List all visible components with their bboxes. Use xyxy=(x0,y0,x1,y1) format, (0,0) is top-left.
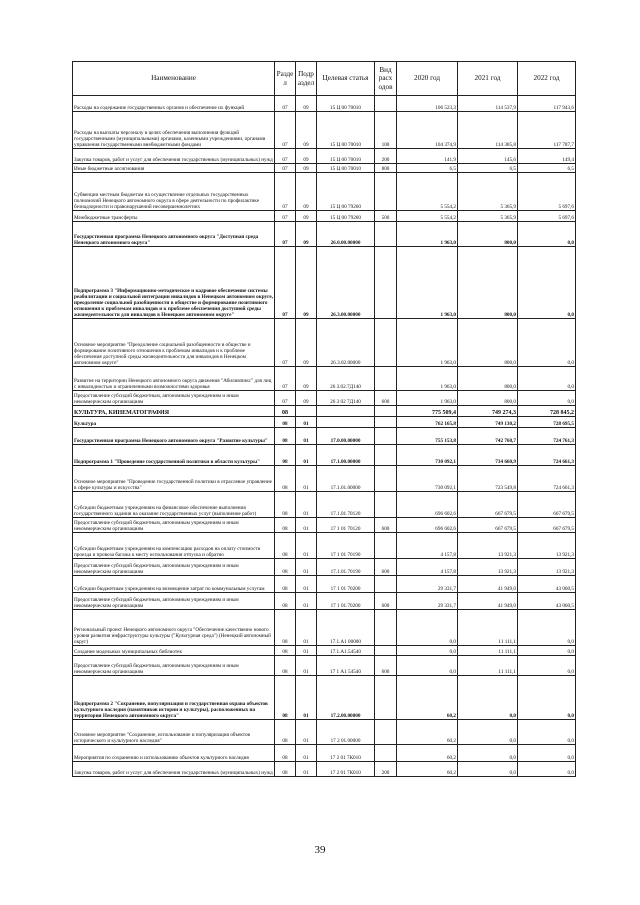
table-row xyxy=(73,428,576,445)
row-section-cell: 07 xyxy=(275,367,296,391)
row-value-2022-cell: 5 697,6 xyxy=(518,211,576,222)
row-name-cell: Государственная программа Ненецкого автономного округа "Развитие культуры" xyxy=(73,428,275,445)
row-value-2020-cell: 4 157,8 xyxy=(397,559,458,576)
row-expense-type-cell: 200 xyxy=(375,149,397,164)
row-expense-type-cell xyxy=(375,428,397,445)
row-value-2022-cell: 43 060,5 xyxy=(518,576,576,593)
row-value-2021-cell: 5 365,9 xyxy=(458,211,518,222)
row-subsection-cell xyxy=(296,406,317,417)
row-value-2020-cell: 4 157,8 xyxy=(397,533,458,559)
row-expense-type-cell xyxy=(375,466,397,492)
row-section-cell: 08 xyxy=(275,576,296,593)
table-row xyxy=(73,559,576,576)
header-subsection: Подр аздел xyxy=(296,62,317,96)
row-name-cell: Субсидии бюджетным учреждениям на возмещение затрат по коммунальным услугам xyxy=(73,576,275,593)
row-section-cell: 07 xyxy=(275,173,296,211)
row-section-cell: 07 xyxy=(275,319,296,367)
table-row xyxy=(73,164,576,173)
row-name-cell: Субсидии бюджетным учреждениям на финансовое обеспечение выполнения государственного задания на оказание государственных услуг (выполнение работ) xyxy=(73,492,275,518)
row-value-2021-cell: 734 660,9 xyxy=(458,445,518,466)
row-value-2022-cell: 0,0 xyxy=(518,720,576,745)
table-row xyxy=(73,406,576,417)
row-subsection-cell: 01 xyxy=(296,676,317,720)
row-name-cell: Субвенции местным бюджетам на осуществление отдельных государственных полномочий Ненецкого автономного округа в сфере деятельности по профилактике безнадзорности и правонарушений несовершеннолетних xyxy=(73,173,275,211)
row-value-2021-cell: 41 949,0 xyxy=(458,576,518,593)
row-subsection-cell: 01 xyxy=(296,610,317,646)
table-row xyxy=(73,593,576,610)
row-expense-type-cell: 800 xyxy=(375,164,397,173)
row-value-2020-cell: 730 092,1 xyxy=(397,445,458,466)
row-section-cell: 08 xyxy=(275,656,296,676)
table-row xyxy=(73,720,576,745)
row-section-cell: 08 xyxy=(275,466,296,492)
row-value-2021-cell: 11 111,1 xyxy=(458,656,518,676)
row-value-2020-cell: 0,0 xyxy=(397,610,458,646)
row-value-2020-cell: 755 153,8 xyxy=(397,428,458,445)
row-target-article-cell: 15 Ц 00 70010 xyxy=(317,164,375,173)
row-subsection-cell: 01 xyxy=(296,720,317,745)
table-row xyxy=(73,149,576,164)
header-year-2021: 2021 год xyxy=(458,62,518,96)
row-value-2022-cell: 0,0 xyxy=(518,222,576,247)
row-section-cell: 08 xyxy=(275,518,296,533)
row-subsection-cell: 01 xyxy=(296,762,317,777)
row-name-cell: Предоставление субсидий бюджетным, автономным учреждениям и иным некоммерческим организациям xyxy=(73,656,275,676)
row-name-cell: Развитие на территории Ненецкого автономного округа движения "Абилимпикс" для лиц с инвалидностью и ограниченными возможностями здоровья xyxy=(73,367,275,391)
row-name-cell: Мероприятия по сохранению и использованию объектов культурного наследия xyxy=(73,745,275,762)
table-header-row xyxy=(73,62,576,96)
row-subsection-cell: 09 xyxy=(296,149,317,164)
row-value-2022-cell: 724 661,3 xyxy=(518,466,576,492)
row-expense-type-cell: 500 xyxy=(375,211,397,222)
row-target-article-cell: 17 1 01 70190 xyxy=(317,533,375,559)
row-subsection-cell: 01 xyxy=(296,428,317,445)
row-name-cell: Государственная программа Ненецкого автономного округа "Доступная среда Ненецкого автономного округа" xyxy=(73,222,275,247)
row-value-2021-cell: 41 949,0 xyxy=(458,593,518,610)
row-expense-type-cell xyxy=(375,610,397,646)
row-expense-type-cell xyxy=(375,319,397,367)
row-target-article-cell: 26.0.00.00000 xyxy=(317,222,375,247)
header-year-2020: 2020 год xyxy=(397,62,458,96)
row-subsection-cell: 01 xyxy=(296,646,317,656)
row-section-cell: 07 xyxy=(275,96,296,112)
row-value-2022-cell: 724 761,3 xyxy=(518,428,576,445)
row-target-article-cell: 17 1 01 70200 xyxy=(317,576,375,593)
row-target-article-cell: 15 Ц 00 79260 xyxy=(317,211,375,222)
row-section-cell: 08 xyxy=(275,428,296,445)
row-value-2021-cell: 800,0 xyxy=(458,367,518,391)
row-value-2020-cell: 60,2 xyxy=(397,762,458,777)
row-value-2022-cell: 728 695,5 xyxy=(518,417,576,428)
row-expense-type-cell xyxy=(375,96,397,112)
table-row xyxy=(73,762,576,777)
row-value-2020-cell: 775 509,4 xyxy=(397,406,458,417)
row-section-cell: 08 xyxy=(275,492,296,518)
row-section-cell: 08 xyxy=(275,533,296,559)
row-value-2022-cell: 667 679,5 xyxy=(518,518,576,533)
row-target-article-cell: 17 2 01 7К010 xyxy=(317,745,375,762)
row-name-cell: Расходы на выплаты персоналу в целях обеспечения выполнения функций государственными (муниципальными) органами, казенными учреждениями, органами управления государственными внебюджетными фондами xyxy=(73,112,275,149)
row-section-cell: 08 xyxy=(275,762,296,777)
row-value-2021-cell: 13 921,3 xyxy=(458,559,518,576)
row-value-2021-cell: 800,0 xyxy=(458,247,518,319)
table-row xyxy=(73,211,576,222)
row-target-article-cell: 17.1.01.70190 xyxy=(317,559,375,576)
table-row xyxy=(73,610,576,646)
row-value-2022-cell: 0,0 xyxy=(518,646,576,656)
row-name-cell: Предоставление субсидий бюджетным, автономным учреждениям и иным некоммерческим организациям xyxy=(73,559,275,576)
row-target-article-cell: 17 1 А1 54540 xyxy=(317,656,375,676)
row-subsection-cell: 01 xyxy=(296,745,317,762)
row-target-article-cell: 17 2 01 7К010 xyxy=(317,762,375,777)
row-value-2021-cell: 0,0 xyxy=(458,745,518,762)
header-year-2022: 2022 год xyxy=(518,62,576,96)
table-row xyxy=(73,656,576,676)
row-target-article-cell: 26.3.00.00000 xyxy=(317,247,375,319)
row-target-article-cell: 15 Ц 00 70010 xyxy=(317,112,375,149)
table-row xyxy=(73,391,576,406)
table-row xyxy=(73,173,576,211)
row-target-article-cell: 17 2 01.00000 xyxy=(317,720,375,745)
table-row xyxy=(73,466,576,492)
row-value-2021-cell: 6,5 xyxy=(458,164,518,173)
row-name-cell: Подпрограмма 2 "Сохранение, популяризация и государственная охрана объектов культурного наследия (памятников истории и культуры), расположенных на территории Ненецкого автономного округа" xyxy=(73,676,275,720)
row-value-2020-cell: 0,0 xyxy=(397,646,458,656)
row-subsection-cell: 09 xyxy=(296,164,317,173)
row-value-2020-cell: 1 963,0 xyxy=(397,247,458,319)
row-value-2020-cell: 106 523,3 xyxy=(397,96,458,112)
row-section-cell: 08 xyxy=(275,646,296,656)
row-value-2020-cell: 696 602,6 xyxy=(397,492,458,518)
row-name-cell: КУЛЬТУРА, КИНЕМАТОГРАФИЯ xyxy=(73,406,275,417)
table-row xyxy=(73,222,576,247)
table-row xyxy=(73,445,576,466)
row-section-cell: 08 xyxy=(275,593,296,610)
row-subsection-cell: 01 xyxy=(296,466,317,492)
row-name-cell: Подпрограмма 3 "Информационно-методическое и кадровое обеспечение системы реабилитации и социальной интеграции инвалидов в Ненецком автономном округе, преодоление социальной разобщенности в обществе и формирование позитивного отношения к проблемам инвалидов и к проблеме обеспечения доступной среды жизнедеятельности для инвалидов в Ненецком автономном округе" xyxy=(73,247,275,319)
row-section-cell: 08 xyxy=(275,745,296,762)
row-expense-type-cell xyxy=(375,533,397,559)
row-subsection-cell: 01 xyxy=(296,445,317,466)
row-section-cell: 08 xyxy=(275,445,296,466)
row-value-2022-cell: 0,0 xyxy=(518,391,576,406)
row-value-2021-cell: 11 111,1 xyxy=(458,610,518,646)
row-value-2022-cell: 5 697,6 xyxy=(518,173,576,211)
row-expense-type-cell: 100 xyxy=(375,112,397,149)
row-value-2022-cell: 6,5 xyxy=(518,164,576,173)
table-row xyxy=(73,533,576,559)
row-value-2021-cell: 114 537,9 xyxy=(458,96,518,112)
row-section-cell: 08 xyxy=(275,676,296,720)
header-name: Наименование xyxy=(73,62,275,96)
row-value-2022-cell: 149,4 xyxy=(518,149,576,164)
header-target-article: Целевая статья xyxy=(317,62,375,96)
row-subsection-cell: 09 xyxy=(296,247,317,319)
row-expense-type-cell xyxy=(375,247,397,319)
row-target-article-cell: 26.3.02.00000 xyxy=(317,319,375,367)
row-subsection-cell: 01 xyxy=(296,593,317,610)
row-value-2020-cell: 141,9 xyxy=(397,149,458,164)
row-target-article-cell: 15 Ц 00 79260 xyxy=(317,173,375,211)
table-body xyxy=(73,96,576,777)
row-target-article-cell: 15 Ц 00 70010 xyxy=(317,149,375,164)
row-section-cell: 07 xyxy=(275,164,296,173)
row-expense-type-cell: 200 xyxy=(375,762,397,777)
row-value-2022-cell: 117 787,7 xyxy=(518,112,576,149)
table-row xyxy=(73,492,576,518)
row-target-article-cell: 17.0.00.00000 xyxy=(317,428,375,445)
row-expense-type-cell xyxy=(375,492,397,518)
row-section-cell: 07 xyxy=(275,222,296,247)
row-value-2020-cell: 29 331,7 xyxy=(397,576,458,593)
row-value-2022-cell: 13 921,3 xyxy=(518,533,576,559)
row-value-2020-cell: 60,2 xyxy=(397,720,458,745)
row-target-article-cell: 17.1.01.00000 xyxy=(317,466,375,492)
row-name-cell: Предоставление субсидий бюджетным, автономным учреждениям и иным некоммерческим организациям xyxy=(73,593,275,610)
row-name-cell: Подпрограмма 1 "Проведение государственной политики в области культуры" xyxy=(73,445,275,466)
page-number: 39 xyxy=(314,844,326,856)
row-value-2022-cell: 0,0 xyxy=(518,762,576,777)
row-target-article-cell: 17 1 01 70120 xyxy=(317,518,375,533)
row-name-cell: Предоставление субсидий бюджетным, автономным учреждениям и иным некоммерческим организациям xyxy=(73,518,275,533)
row-value-2022-cell: 728 845,2 xyxy=(518,406,576,417)
row-name-cell: Закупка товаров, работ и услуг для обеспечения государственных (муниципальных) нужд xyxy=(73,762,275,777)
row-name-cell: Субсидии бюджетным учреждениям на компенсацию расходов на оплату стоимости проезда и провоза багажа к месту использования отпуска и обратно xyxy=(73,533,275,559)
table-row xyxy=(73,745,576,762)
row-value-2022-cell: 667 679,5 xyxy=(518,492,576,518)
row-value-2020-cell: 60,2 xyxy=(397,745,458,762)
row-value-2022-cell: 0,0 xyxy=(518,367,576,391)
row-value-2020-cell: 1 963,0 xyxy=(397,367,458,391)
row-subsection-cell: 09 xyxy=(296,112,317,149)
row-subsection-cell: 01 xyxy=(296,559,317,576)
row-subsection-cell: 09 xyxy=(296,367,317,391)
row-name-cell: Создание модельных муниципальных библиотек xyxy=(73,646,275,656)
row-section-cell: 07 xyxy=(275,211,296,222)
row-name-cell: Предоставление субсидий бюджетным, автономным учреждениям и иным некоммерческим организациям xyxy=(73,391,275,406)
row-subsection-cell: 09 xyxy=(296,319,317,367)
row-value-2022-cell: 0,0 xyxy=(518,610,576,646)
table-row xyxy=(73,247,576,319)
row-expense-type-cell: 600 xyxy=(375,656,397,676)
row-value-2021-cell: 114 385,8 xyxy=(458,112,518,149)
row-value-2021-cell: 667 679,5 xyxy=(458,518,518,533)
row-expense-type-cell xyxy=(375,745,397,762)
table-row xyxy=(73,112,576,149)
row-value-2021-cell: 145,6 xyxy=(458,149,518,164)
row-name-cell: Основное мероприятие "Сохранение, использование и популяризация объектов исторического и культурного наследия" xyxy=(73,720,275,745)
row-expense-type-cell xyxy=(375,445,397,466)
row-section-cell: 07 xyxy=(275,391,296,406)
row-name-cell: Закупка товаров, работ и услуг для обеспечения государственных (муниципальных) нужд xyxy=(73,149,275,164)
row-expense-type-cell xyxy=(375,222,397,247)
row-name-cell: Межбюджетные трансферты xyxy=(73,211,275,222)
row-value-2020-cell: 1 963,0 xyxy=(397,319,458,367)
budget-table xyxy=(72,61,576,777)
row-value-2020-cell: 104 374,9 xyxy=(397,112,458,149)
row-section-cell: 08 xyxy=(275,559,296,576)
row-subsection-cell: 01 xyxy=(296,417,317,428)
table-row xyxy=(73,319,576,367)
row-name-cell: Региональный проект Ненецкого автономного округа "Обеспечение качественно нового уровня развития инфраструктуры культуры ("Культурная среда") (Ненецкий автономный округ) xyxy=(73,610,275,646)
row-target-article-cell: 17.1.01.70120 xyxy=(317,492,375,518)
row-target-article-cell: 17.2.00.00000 xyxy=(317,676,375,720)
row-subsection-cell: 01 xyxy=(296,576,317,593)
row-section-cell: 08 xyxy=(275,417,296,428)
row-value-2021-cell: 0,0 xyxy=(458,676,518,720)
row-value-2020-cell: 1 963,0 xyxy=(397,222,458,247)
row-subsection-cell: 01 xyxy=(296,656,317,676)
row-subsection-cell: 01 xyxy=(296,518,317,533)
header-expense-type: Вид расх одов xyxy=(375,62,397,96)
row-value-2022-cell: 0,0 xyxy=(518,745,576,762)
row-expense-type-cell xyxy=(375,417,397,428)
header-section: Разде л xyxy=(275,62,296,96)
row-value-2020-cell: 1 963,0 xyxy=(397,391,458,406)
row-name-cell: Иные бюджетные ассигнования xyxy=(73,164,275,173)
row-expense-type-cell: 600 xyxy=(375,559,397,576)
row-value-2020-cell: 5 554,2 xyxy=(397,173,458,211)
row-name-cell: Культура xyxy=(73,417,275,428)
row-value-2022-cell: 0,0 xyxy=(518,656,576,676)
row-value-2021-cell: 800,0 xyxy=(458,319,518,367)
row-subsection-cell: 09 xyxy=(296,96,317,112)
row-value-2021-cell: 667 679,5 xyxy=(458,492,518,518)
table-row xyxy=(73,676,576,720)
row-target-article-cell xyxy=(317,417,375,428)
row-section-cell: 08 xyxy=(275,406,296,417)
row-value-2022-cell: 0,0 xyxy=(518,676,576,720)
row-value-2021-cell: 749 274,3 xyxy=(458,406,518,417)
row-value-2021-cell: 749 130,2 xyxy=(458,417,518,428)
row-section-cell: 07 xyxy=(275,247,296,319)
row-value-2020-cell: 0,0 xyxy=(397,656,458,676)
row-expense-type-cell: 600 xyxy=(375,391,397,406)
row-expense-type-cell xyxy=(375,173,397,211)
row-target-article-cell xyxy=(317,406,375,417)
table-row xyxy=(73,646,576,656)
row-section-cell: 08 xyxy=(275,720,296,745)
row-value-2021-cell: 800,0 xyxy=(458,222,518,247)
row-target-article-cell: 17 1 01.70200 xyxy=(317,593,375,610)
row-value-2020-cell: 60,2 xyxy=(397,676,458,720)
row-subsection-cell: 09 xyxy=(296,211,317,222)
row-value-2022-cell: 724 661,3 xyxy=(518,445,576,466)
row-value-2021-cell: 723 549,8 xyxy=(458,466,518,492)
row-subsection-cell: 09 xyxy=(296,391,317,406)
row-expense-type-cell xyxy=(375,406,397,417)
row-value-2020-cell: 5 554,2 xyxy=(397,211,458,222)
row-value-2020-cell: 6,5 xyxy=(397,164,458,173)
row-value-2021-cell: 13 921,3 xyxy=(458,533,518,559)
row-expense-type-cell: 600 xyxy=(375,593,397,610)
table-row xyxy=(73,96,576,112)
row-value-2022-cell: 117 943,6 xyxy=(518,96,576,112)
row-value-2020-cell: 730 092,1 xyxy=(397,466,458,492)
row-section-cell: 08 xyxy=(275,610,296,646)
table-row xyxy=(73,367,576,391)
table-row xyxy=(73,576,576,593)
row-target-article-cell: 17.1.00.00000 xyxy=(317,445,375,466)
row-value-2020-cell: 696 602,6 xyxy=(397,518,458,533)
row-value-2021-cell: 0,0 xyxy=(458,762,518,777)
row-expense-type-cell xyxy=(375,576,397,593)
row-value-2021-cell: 11 111,1 xyxy=(458,646,518,656)
row-subsection-cell: 09 xyxy=(296,222,317,247)
row-value-2020-cell: 762 165,8 xyxy=(397,417,458,428)
row-name-cell: Основное мероприятие "Преодоление социальной разобщенности в обществе и формирование позитивного отношения к проблемам инвалидов и к проблеме обеспечения доступной среды жизнедеятельности для инвалидов в Ненецком автономном округе" xyxy=(73,319,275,367)
row-value-2021-cell: 800,0 xyxy=(458,391,518,406)
row-value-2022-cell: 0,0 xyxy=(518,247,576,319)
row-target-article-cell: 17.1.А1 00000 xyxy=(317,610,375,646)
row-expense-type-cell xyxy=(375,720,397,745)
row-subsection-cell: 01 xyxy=(296,492,317,518)
row-name-cell: Основное мероприятие "Проведение государственной политики в отраслевое управление в сфере культуры и искусства" xyxy=(73,466,275,492)
row-value-2021-cell: 0,0 xyxy=(458,720,518,745)
table-row xyxy=(73,417,576,428)
row-expense-type-cell: 600 xyxy=(375,518,397,533)
row-value-2022-cell: 13 921,3 xyxy=(518,559,576,576)
row-name-cell: Расходы на содержание государственных органов и обеспечение их функций xyxy=(73,96,275,112)
row-target-article-cell: 26 3 02 7Д140 xyxy=(317,391,375,406)
row-section-cell: 07 xyxy=(275,112,296,149)
row-expense-type-cell xyxy=(375,367,397,391)
row-target-article-cell: 15 Ц 00 70010 xyxy=(317,96,375,112)
row-expense-type-cell xyxy=(375,676,397,720)
row-target-article-cell: 26 3.02.7Д140 xyxy=(317,367,375,391)
row-value-2020-cell: 29 331,7 xyxy=(397,593,458,610)
row-value-2022-cell: 0,0 xyxy=(518,319,576,367)
row-subsection-cell: 09 xyxy=(296,173,317,211)
row-expense-type-cell xyxy=(375,646,397,656)
row-subsection-cell: 01 xyxy=(296,533,317,559)
row-value-2022-cell: 43 060,5 xyxy=(518,593,576,610)
row-value-2021-cell: 5 365,9 xyxy=(458,173,518,211)
row-section-cell: 07 xyxy=(275,149,296,164)
row-target-article-cell: 17.1.А1.54540 xyxy=(317,646,375,656)
row-value-2021-cell: 742 768,7 xyxy=(458,428,518,445)
table-row xyxy=(73,518,576,533)
